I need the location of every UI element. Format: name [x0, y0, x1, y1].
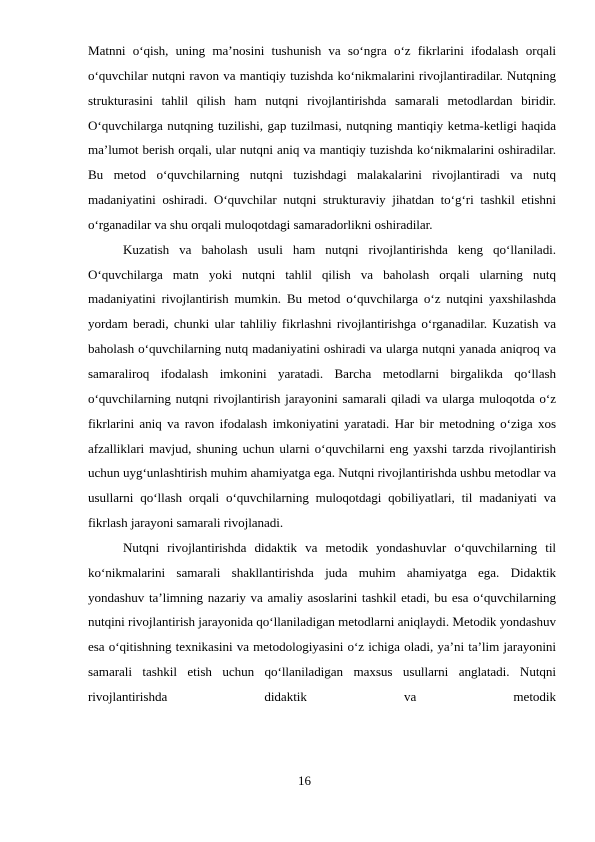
page-number: 16	[298, 773, 311, 788]
paragraph-1: Matnni o‘qish, uning ma’nosini tushunish va so‘ngra o‘z fikrlarini ifodalash orqali o‘quvchilar nutqni ravon va mantiqiy tuzishda ko‘nikmalarini rivojlantiradilar. Nutqning strukturasini tahlil qilish ham nutqni rivojlantirishda samarali metodlardan biridir. O‘quvchilarga nutqning tuzilishi, gap tuzilmasi, nutqning mantiqiy ketma-ketligi haqida ma’lumot berish orqali, ular nutqni aniq va mantiqiy tuzishda ko‘nikmalarini oshiradilar. Bu metod o‘quvchilarning nutqni tuzishdagi malakalarini rivojlantiradi va nutq madaniyatini oshiradi. O‘quvchilar nutqni strukturaviy jihatdan to‘g‘ri tashkil etishni o‘rganadilar va shu orqali muloqotdagi samaradorlikni oshiradilar.	[88, 43, 556, 232]
paragraph-3: Nutqni rivojlantirishda didaktik va metodik yondashuvlar o‘quvchilarning til ko‘nikmalarini samarali shakllantirishda juda muhim ahamiyatga ega. Didaktik yondashuv ta’limning nazariy va amaliy asoslarini tashkil etadi, bu esa o‘quvchilarning nutqini rivojlantirish jarayonida qo‘llaniladigan metodlarni aniqlaydi. Metodik yondashuv esa o‘qitishning texnikasini va metodologiyasini o‘z ichiga oladi, ya’ni ta’lim jarayonini samarali tashkil etish uchun qo‘llaniladigan maxsus usullarni anglatadi. Nutqni rivojlantirishda didaktik va metodik	[88, 539, 556, 704]
document-page	[88, 39, 556, 710]
paragraph-2: Kuzatish va baholash usuli ham nutqni rivojlantirishda keng qo‘llaniladi. O‘quvchilarga matn yoki nutqni tahlil qilish va baholash orqali ularning nutq madaniyatini rivojlantirish mumkin. Bu metod o‘quvchilarga o‘z nutqini yaxshilashda yordam beradi, chunki ular tahliliy fikrlashni rivojlantirishga o‘rganadilar. Kuzatish va baholash o‘quvchilarning nutq madaniyatini oshiradi va ularga nutqni yanada aniqroq va samaraliroq ifodalash imkonini yaratadi. Barcha metodlarni birgalikda qo‘llash o‘quvchilarning nutqni rivojlantirish jarayonini samarali qiladi va ularga muloqotda o‘z fikrlarini aniq va ravon ifodalash imkoniyatini yaratadi. Har bir metodning o‘ziga xos afzalliklari mavjud, shuning uchun ularni o‘quvchilarni eng yaxshi tarzda rivojlantirish uchun uyg‘unlashtirish muhim ahamiyatga ega. Nutqni rivojlantirishda ushbu metodlar va usullarni qo‘llash orqali o‘quvchilarning muloqotdagi qobiliyatlari, til madaniyati va fikrlash jarayoni samarali rivojlanadi.	[88, 241, 556, 531]
